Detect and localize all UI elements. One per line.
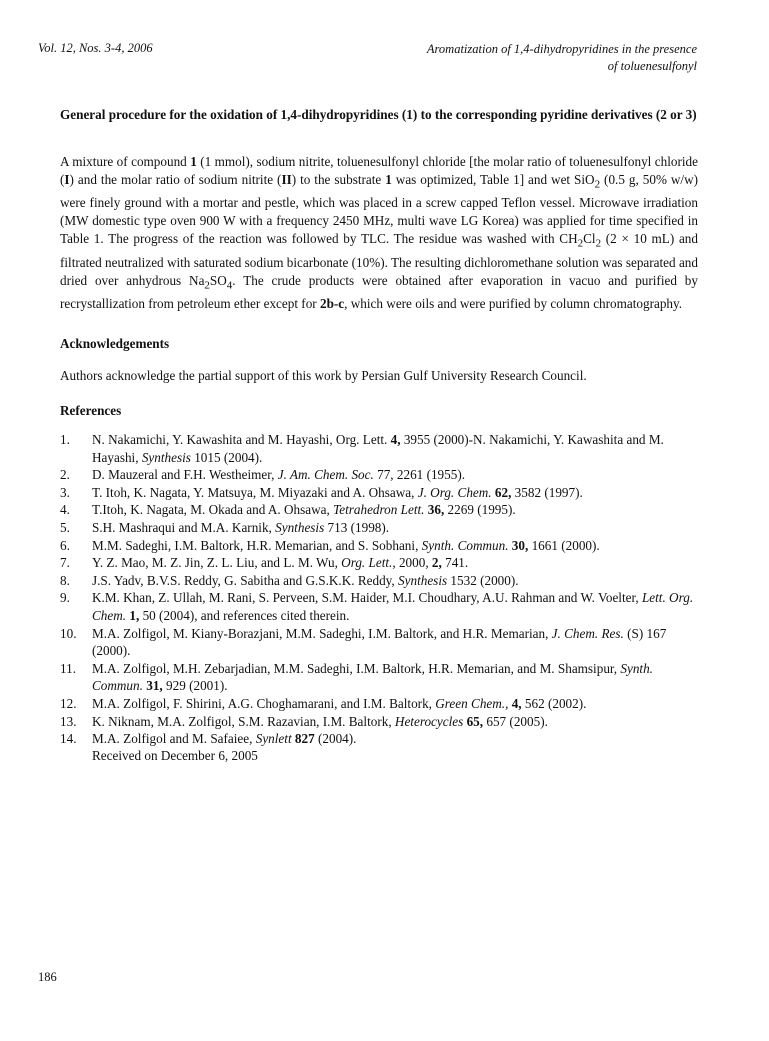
- journal-name: Org. Lett.: [341, 555, 393, 571]
- reference-number: 2.: [60, 467, 70, 483]
- compound-ref: 1: [190, 154, 197, 169]
- reference-text: 3955 (2000)-N. Nakamichi, Y. Kawashita and M. Hayashi,: [92, 432, 664, 465]
- reference-item: [60, 572, 698, 590]
- reference-text: J.S. Yadv, B.V.S. Reddy, G. Sabitha and G.S.K.K. Reddy,: [92, 572, 399, 588]
- text: A mixture of compound: [60, 154, 191, 169]
- journal-name: Synth. Commun.: [421, 537, 509, 553]
- text: , which were oils and were purified by column chromatography.: [344, 296, 683, 312]
- volume-number: 36,: [427, 502, 445, 518]
- running-header-title-line2: of toluenesulfonyl: [607, 59, 697, 73]
- volume-number: 31,: [146, 678, 163, 694]
- subscript: 4: [226, 279, 233, 292]
- page-number: 186: [38, 970, 57, 984]
- reference-number: 10.: [60, 625, 77, 641]
- reference-item: [60, 484, 698, 502]
- reference-text: M.A. Zolfigol, M. Kiany-Borazjani, M.M. Sadeghi, I.M. Baltork, and H.R. Memarian,: [92, 625, 552, 641]
- reference-text: S.H. Mashraqui and M.A. Karnik,: [92, 519, 276, 535]
- journal-name: Synthesis: [141, 449, 191, 465]
- reference-text: Y. Z. Mao, M. Z. Jin, Z. L. Liu, and L. M. Wu,: [92, 555, 342, 571]
- journal-name: Synthesis: [275, 519, 325, 535]
- text: ) and the molar ratio of sodium nitrite (: [69, 171, 282, 187]
- journal-name: Synthesis: [398, 572, 448, 588]
- reference-text: 77, 2261 (1955).: [373, 467, 466, 483]
- reference-item: [60, 695, 698, 713]
- journal-name: Heterocycles: [394, 713, 464, 729]
- reference-number: 5.: [60, 519, 70, 535]
- reference-number: 6.: [60, 537, 70, 553]
- reference-number: 11.: [60, 660, 76, 676]
- running-header-journal: Vol. 12, Nos. 3-4, 2006: [38, 41, 153, 55]
- reference-number: 14.: [60, 731, 77, 747]
- reference-item: [60, 501, 698, 519]
- reference-item: [60, 431, 698, 466]
- reference-text: (2004).: [314, 731, 357, 747]
- compound-ref: I: [64, 171, 70, 187]
- reference-text: 713 (1998).: [324, 519, 390, 535]
- references-list: [60, 431, 698, 748]
- running-header-title: [367, 41, 697, 75]
- journal-name: J. Org. Chem.: [417, 484, 492, 500]
- reference-text: M.A. Zolfigol, M.H. Zebarjadian, M.M. Sadeghi, I.M. Baltork, H.R. Memarian, and M. Shamsipur,: [92, 660, 621, 676]
- reference-item: [60, 589, 698, 624]
- reference-number: 3.: [60, 484, 70, 500]
- reference-text: N. Nakamichi, Y. Kawashita and M. Hayashi, Org. Lett.: [92, 432, 391, 447]
- running-header-title-line1: Aromatization of 1,4-dihydropyridines in the presence: [426, 42, 697, 56]
- text: Cl: [583, 231, 596, 247]
- journal-name: Synth. Commun.: [92, 660, 653, 694]
- volume-number: 62,: [494, 484, 512, 500]
- reference-text: 562 (2002).: [521, 695, 587, 711]
- reference-text: 50 (2004), and references cited therein.: [139, 607, 350, 623]
- reference-text: 2269 (1995).: [444, 502, 516, 518]
- reference-text: 1661 (2000).: [528, 537, 600, 553]
- reference-text: 741.: [441, 555, 469, 571]
- reference-number: 1.: [60, 432, 70, 447]
- reference-text: 1532 (2000).: [447, 572, 519, 588]
- text: SO: [209, 272, 227, 288]
- reference-text: (S) 167 (2000).: [92, 625, 667, 659]
- volume-number: 30,: [511, 537, 529, 553]
- text: . The crude products were obtained after evaporation in vacuo and purified by recrystallization from petroleum ether except for: [60, 272, 698, 312]
- reference-text: K.M. Khan, Z. Ullah, M. Rani, S. Perveen, S.M. Haider, M.I. Choudhary, A.U. Rahman and W. Voelter,: [92, 590, 642, 606]
- reference-number: 9.: [60, 590, 70, 606]
- subscript: 2: [577, 237, 584, 250]
- compound-ref: II: [281, 171, 292, 187]
- acknowledgements-text: Authors acknowledge the partial support of this work by Persian Gulf University Research Council.: [60, 368, 587, 383]
- subscript: 2: [595, 237, 602, 250]
- compound-ref: 1: [385, 171, 392, 187]
- reference-text: , 2000,: [392, 555, 432, 571]
- journal-name: J. Chem. Res.: [551, 625, 624, 641]
- volume-number: 827: [294, 731, 315, 747]
- reference-text: 3582 (1997).: [511, 484, 583, 500]
- volume-number: 65,: [466, 713, 484, 729]
- reference-item: [60, 730, 698, 748]
- reference-number: 12.: [60, 695, 77, 711]
- volume-number: 4,: [511, 695, 522, 711]
- text: ) to the substrate: [291, 171, 386, 187]
- procedure-paragraph: [60, 153, 698, 313]
- reference-text: M.A. Zolfigol, F. Shirini, A.G. Choghamarani, and I.M. Baltork,: [92, 695, 436, 711]
- received-date: Received on December 6, 2005: [92, 748, 258, 763]
- journal-name: Tetrahedron Lett.: [333, 502, 425, 518]
- text: was optimized, Table 1] and wet SiO: [391, 171, 595, 187]
- section-title: General procedure for the oxidation of 1,4-dihydropyridines (1) to the corresponding pyridine derivatives (2 or 3): [60, 107, 697, 122]
- reference-text: 657 (2005).: [483, 713, 548, 729]
- volume-number: 4,: [390, 432, 401, 447]
- reference-number: 7.: [60, 555, 70, 571]
- reference-text: T. Itoh, K. Nagata, Y. Matsuya, M. Miyazaki and A. Ohsawa,: [92, 484, 418, 500]
- references-heading: References: [60, 403, 122, 418]
- text: (1 mmol), sodium nitrite, toluenesulfonyl chloride [the molar ratio of toluenesulfonyl chloride (: [60, 154, 698, 187]
- reference-item: [60, 537, 698, 555]
- reference-text: T.Itoh, K. Nagata, M. Okada and A. Ohsawa,: [92, 502, 334, 518]
- text: (2 × 10 mL) and filtrated neutralized with saturated sodium bicarbonate (10%). The resulting dichloromethane solution was separated and dried over anhydrous Na: [60, 231, 698, 288]
- reference-item: [60, 519, 698, 537]
- reference-number: 8.: [60, 572, 70, 588]
- reference-item: [60, 554, 698, 572]
- journal-name: Synlett: [255, 731, 292, 747]
- journal-name: Green Chem.,: [435, 695, 509, 711]
- subscript: 2: [594, 178, 601, 191]
- reference-text: M.A. Zolfigol and M. Safaiee,: [92, 731, 256, 747]
- reference-text: 929 (2001).: [162, 678, 228, 694]
- reference-text: 1015 (2004).: [190, 449, 263, 465]
- reference-text: K. Niknam, M.A. Zolfigol, S.M. Razavian, I.M. Baltork,: [92, 713, 395, 729]
- reference-text: M.M. Sadeghi, I.M. Baltork, H.R. Memarian, and S. Sobhani,: [92, 537, 422, 553]
- reference-number: 13.: [60, 713, 77, 729]
- journal-name: J. Am. Chem. Soc.: [277, 467, 374, 483]
- journal-name: Lett. Org. Chem.: [92, 590, 694, 623]
- reference-text: D. Mauzeral and F.H. Westheimer,: [92, 467, 278, 483]
- reference-item: [60, 713, 698, 731]
- reference-item: [60, 625, 698, 660]
- reference-item: [60, 660, 698, 695]
- reference-number: 4.: [60, 502, 70, 518]
- compound-ref: 2b-c: [319, 296, 345, 312]
- text: (0.5 g, 50% w/w) were finely ground with a mortar and pestle, which was placed in a screw capped Teflon vessel. Microwave irradiation (MW domestic type oven 900 W with a frequency 2450 MHz, multi wave LG Korea) was applied for time specified in Table 1. The progress of the reaction was followed by TLC. The residue was washed with CH: [60, 171, 699, 247]
- subscript: 2: [204, 279, 210, 292]
- volume-number: 1,: [129, 607, 140, 623]
- reference-item: [60, 466, 698, 484]
- volume-number: 2,: [431, 555, 442, 571]
- acknowledgements-heading: Acknowledgements: [60, 336, 170, 351]
